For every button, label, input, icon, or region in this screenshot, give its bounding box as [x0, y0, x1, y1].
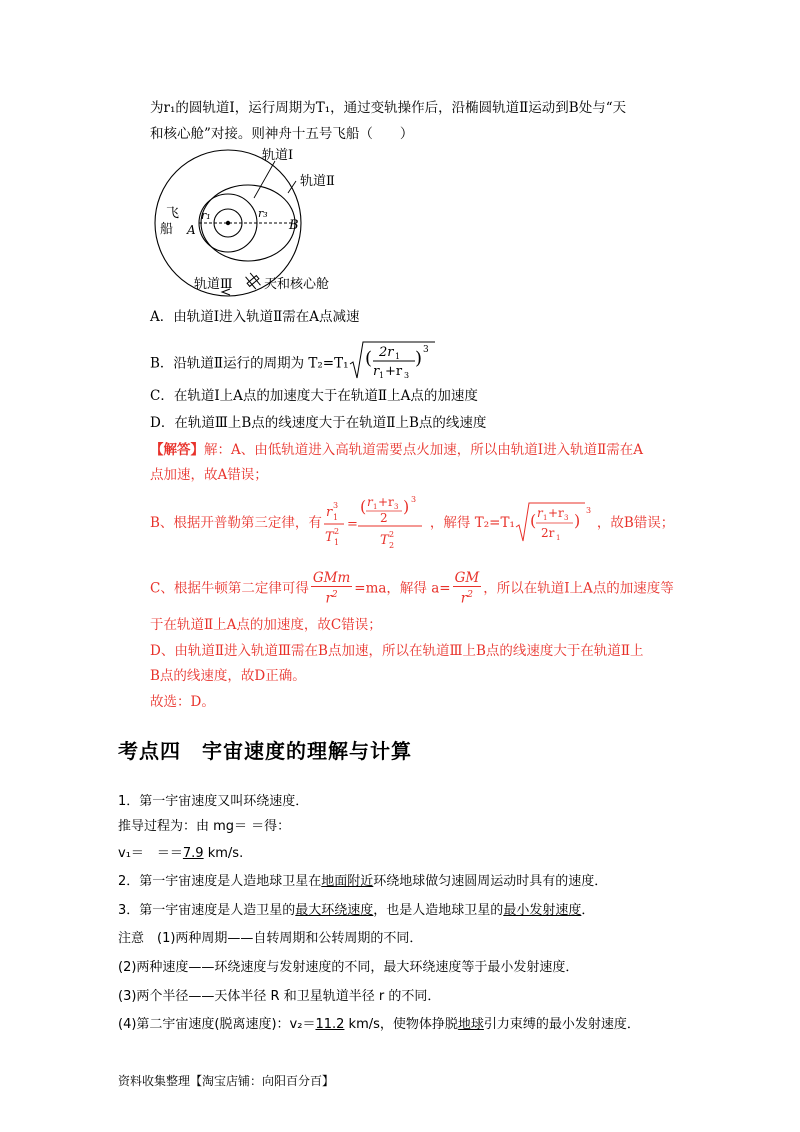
kp-5: [118, 901, 594, 921]
kp-4-underlined: 地面附近: [321, 874, 374, 889]
answer-a-line1: [150, 440, 643, 460]
label-ship-top: 飞: [166, 206, 180, 221]
svg-text:(: (: [529, 511, 537, 530]
answer-c-suffix: ，所以在轨道Ⅰ上A点的加速度等: [483, 580, 674, 597]
label-B: B: [289, 218, 299, 233]
svg-text:1: 1: [542, 514, 548, 522]
kp-2: 推导过程为：由 mg＝ ＝得：: [118, 819, 291, 834]
svg-text:2r: 2r: [378, 345, 394, 360]
option-b-prefix: B．沿轨道Ⅱ运行的周期为 T₂=T₁: [150, 355, 349, 372]
answer-c-line1: [150, 570, 674, 610]
svg-text:): ): [402, 497, 410, 516]
svg-text:r: r: [325, 505, 333, 520]
svg-text:3: 3: [393, 503, 399, 511]
label-station: 天和核心舱: [264, 277, 330, 292]
question-intro-line2: 和核心舱”对接。则神舟十五号飞船（ ）: [150, 126, 414, 142]
svg-text:2: 2: [333, 527, 340, 536]
leader-orbit1: [254, 161, 275, 198]
kp-3-prefix: v₁＝ ＝＝: [118, 846, 183, 861]
svg-text:r: r: [536, 506, 543, 520]
option-b: [150, 340, 441, 388]
svg-text:r: r: [366, 495, 373, 509]
option-d: D．在轨道Ⅲ上B点的线速度大于在轨道Ⅱ上B点的线速度: [150, 415, 487, 431]
question-intro-line1: 为r₁的圆轨道Ⅰ，运行周期为T₁，通过变轨操作后，沿椭圆轨道Ⅱ运动到B处与“天: [150, 100, 627, 116]
svg-text:+r: +r: [384, 364, 402, 379]
svg-text:1: 1: [378, 371, 384, 380]
svg-text:3: 3: [410, 495, 417, 504]
svg-text:=: =: [346, 517, 358, 532]
answer-b-prefix: B、根据开普勒第三定律，有: [150, 515, 322, 531]
answer-b: [150, 492, 674, 562]
answer-a-text: 解：A、由低轨道进入高轨道需要点火加速，所以由轨道Ⅰ进入轨道Ⅱ需在A: [204, 442, 644, 458]
kp-3-unit: km/s.: [203, 846, 244, 861]
svg-text:+r: +r: [377, 495, 394, 509]
kp-5-a: 3．第一宇宙速度是人造卫星的: [118, 903, 296, 918]
label-orbit1: 轨道Ⅰ: [262, 148, 294, 163]
answer-d-line2: B点的线速度，故D正确。: [150, 668, 306, 684]
sqrt-formula-b: [349, 340, 441, 388]
svg-text:2r: 2r: [540, 526, 555, 540]
option-a: A．由轨道Ⅰ进入轨道Ⅱ需在A点减速: [150, 309, 360, 325]
kepler-equation: [322, 492, 430, 554]
svg-text:2: 2: [388, 541, 395, 550]
label-r1: r₁: [201, 209, 211, 222]
kp-9-b: km/s，使物体挣脱: [344, 1017, 458, 1032]
kp-9: [118, 1015, 640, 1035]
answer-c-prefix: C、根据牛顿第二定律可得: [150, 580, 309, 597]
svg-text:1: 1: [394, 352, 400, 361]
footer-text: 资料收集整理【淘宝店铺：向阳百分百】: [118, 1074, 335, 1088]
space-station-icon: [243, 271, 262, 291]
svg-text:T: T: [379, 533, 389, 548]
svg-text:1: 1: [333, 538, 340, 547]
svg-text:2: 2: [388, 530, 395, 539]
kp-9-value: 11.2: [315, 1017, 345, 1032]
section-title: 考点四 宇宙速度的理解与计算: [118, 739, 412, 763]
kp-5-b: ，也是人造地球卫星的: [373, 903, 504, 918]
label-ship-bottom: 船: [160, 222, 174, 237]
kp-9-a: (4)第二宇宙速度(脱离速度)：v₂＝: [118, 1017, 316, 1032]
svg-text:3: 3: [585, 506, 591, 515]
svg-text:(: (: [364, 348, 372, 369]
svg-text:T: T: [324, 530, 334, 545]
kp-7: (2)两种速度——环绕速度与发射速度的不同，最大环绕速度等于最小发射速度．: [118, 960, 579, 975]
kp-8: (3)两个半径——天体半径 R 和卫星轨道半径 r 的不同．: [118, 989, 441, 1004]
svg-text:1: 1: [332, 513, 339, 522]
svg-text:3: 3: [403, 371, 409, 380]
kp-4-b: 环绕地球做匀速圆周运动时具有的速度．: [373, 874, 608, 889]
svg-text:1: 1: [555, 534, 561, 542]
fraction-gmm-r2: $\frac{\text{GMm}}{r^2}$: [312, 570, 351, 607]
svg-text:3: 3: [563, 514, 569, 522]
answer-tag: 【解答】: [150, 442, 204, 458]
kp-5-underlined-1: 最大环绕速度: [295, 903, 374, 918]
option-c: C．在轨道Ⅰ上A点的加速度大于在轨道Ⅱ上A点的加速度: [150, 388, 478, 404]
orbit-diagram: [138, 143, 378, 303]
svg-text:): ): [573, 511, 581, 530]
answer-b-middle: ，解得 T₂=T₁: [429, 515, 515, 531]
svg-text:+r: +r: [547, 506, 564, 520]
kp-4-a: 2．第一宇宙速度是人造地球卫星在: [118, 874, 322, 889]
answer-c-middle: =ma，解得 a=: [354, 580, 451, 597]
svg-text:): ): [414, 348, 422, 369]
answer-c-line2: 于在轨道Ⅱ上A点的加速度，故C错误；: [150, 617, 382, 633]
svg-text:(: (: [359, 497, 367, 516]
sqrt-formula-answer-b: [515, 501, 597, 545]
answer-choice: 故选：D。: [150, 694, 215, 710]
svg-text:3: 3: [422, 345, 429, 355]
kp-5-underlined-2: 最小发射速度: [503, 903, 582, 918]
kp-4: [118, 872, 607, 892]
label-orbit3: 轨道Ⅲ: [194, 277, 233, 292]
fraction-gm-r2: $\frac{GM}{r^2}$: [454, 570, 480, 607]
svg-text:3: 3: [332, 501, 339, 510]
svg-text:2: 2: [379, 511, 388, 525]
kp-1: 1．第一宇宙速度又叫环绕速度．: [118, 794, 309, 809]
svg-text:r: r: [372, 364, 379, 379]
answer-d-line1: D、由轨道Ⅱ进入轨道Ⅲ需在B点加速，所以在轨道Ⅲ上B点的线速度大于在轨道Ⅱ上: [150, 643, 644, 659]
label-orbit2: 轨道Ⅱ: [300, 174, 335, 189]
svg-text:1: 1: [372, 503, 378, 511]
kp-9-c: 引力束缚的最小发射速度．: [483, 1017, 640, 1032]
answer-b-suffix: ，故B错误；: [596, 515, 675, 531]
answer-a-line2: 点加速，故A错误；: [150, 467, 268, 483]
label-A: A: [187, 223, 196, 237]
label-r3: r₃: [258, 207, 268, 220]
kp-6: 注意 (1)两种周期——自转周期和公转周期的不同．: [118, 931, 423, 946]
kp-9-underlined: 地球: [457, 1017, 484, 1032]
kp-3: [118, 844, 243, 864]
kp-3-value: 7.9: [182, 846, 204, 861]
kp-5-c: ．: [581, 903, 595, 918]
